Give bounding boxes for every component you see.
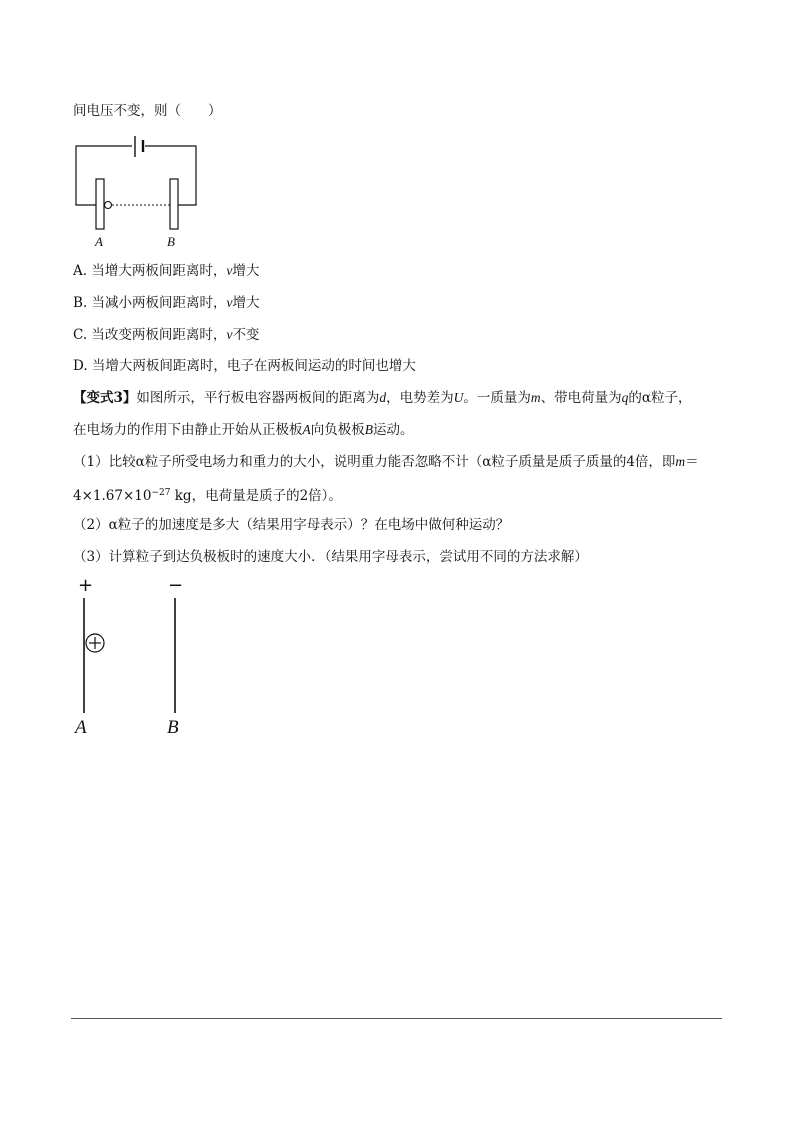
variant3-line1 <box>73 389 692 407</box>
var-d: d <box>379 390 387 405</box>
option-c[interactable] <box>73 326 259 344</box>
variant3-text: 的α粒子， <box>628 390 692 406</box>
var-m: m <box>530 390 541 405</box>
question-stem-end: 间电压不变，则（ ） <box>73 103 222 119</box>
variant3-tag: 【变式3】 <box>73 390 137 406</box>
mass-base: 4×1.67×10 <box>73 488 152 504</box>
option-a-prefix: A. 当增大两板间距离时， <box>73 263 227 279</box>
sub-question-1-line2 <box>73 484 342 505</box>
variant3-text: 在电场力的作用下由静止开始从正极板 <box>73 422 303 438</box>
minus-sign: − <box>168 575 184 596</box>
option-d-text: D. 当增大两板间距离时，电子在两板间运动的时间也增大 <box>73 358 416 374</box>
option-d[interactable] <box>73 357 416 375</box>
variant3-text: 如图所示，平行板电容器两板间的距离为 <box>136 390 380 406</box>
plate-b <box>170 179 178 229</box>
label-a: A <box>75 717 87 738</box>
variant3-text: ，电势差为 <box>386 390 454 406</box>
sub-question-2: （2）α粒子的加速度是多大（结果用字母表示）？在电场中做何种运动？ <box>73 517 510 533</box>
option-c-prefix: C. 当改变两板间距离时， <box>73 327 227 343</box>
option-a[interactable] <box>73 262 259 280</box>
option-a-suffix: 增大 <box>232 263 260 279</box>
var-m: m <box>675 454 686 469</box>
variant3-line2 <box>73 421 414 439</box>
sub-question-3: （3）计算粒子到达负极板时的速度大小．（结果用字母表示，尝试用不同的方法求解） <box>73 549 588 565</box>
variant3-text: 、带电荷量为 <box>540 390 622 406</box>
option-c-suffix: 不变 <box>232 327 260 343</box>
var-q: q <box>621 390 629 405</box>
sub1-text: （1）比较α粒子所受电场力和重力的大小，说明重力能否忽略不计（α粒子质量是质子质量的4倍，即 <box>73 454 676 470</box>
var-a: A <box>302 422 311 437</box>
plate-a <box>96 179 104 229</box>
option-b[interactable] <box>73 294 260 312</box>
footer-rule <box>71 1018 722 1019</box>
option-b-var: v <box>226 295 233 310</box>
mass-exponent: −27 <box>151 488 171 498</box>
var-u: U <box>453 390 464 405</box>
equals-sign: ＝ <box>685 454 699 470</box>
parallel-plates-figure <box>70 573 200 743</box>
label-b: B <box>167 717 179 738</box>
option-b-prefix: B. 当减小两板间距离时， <box>73 295 227 311</box>
variant3-text: 运动。 <box>373 422 414 438</box>
mass-rest: kg，电荷量是质子的2倍）。 <box>170 488 342 504</box>
label-plate-a: A <box>95 234 103 249</box>
option-a-var: v <box>226 263 233 278</box>
var-b: B <box>364 422 373 437</box>
plus-sign: + <box>78 575 94 596</box>
label-plate-b: B <box>167 234 175 249</box>
electron <box>105 202 112 209</box>
option-b-suffix: 增大 <box>232 295 260 311</box>
variant3-text: 向负极板 <box>310 422 365 438</box>
option-c-var: v <box>226 327 233 342</box>
capacitor-circuit-figure <box>70 133 205 253</box>
variant3-text: 。一质量为 <box>463 390 531 406</box>
sub-question-1-line1 <box>73 453 699 471</box>
